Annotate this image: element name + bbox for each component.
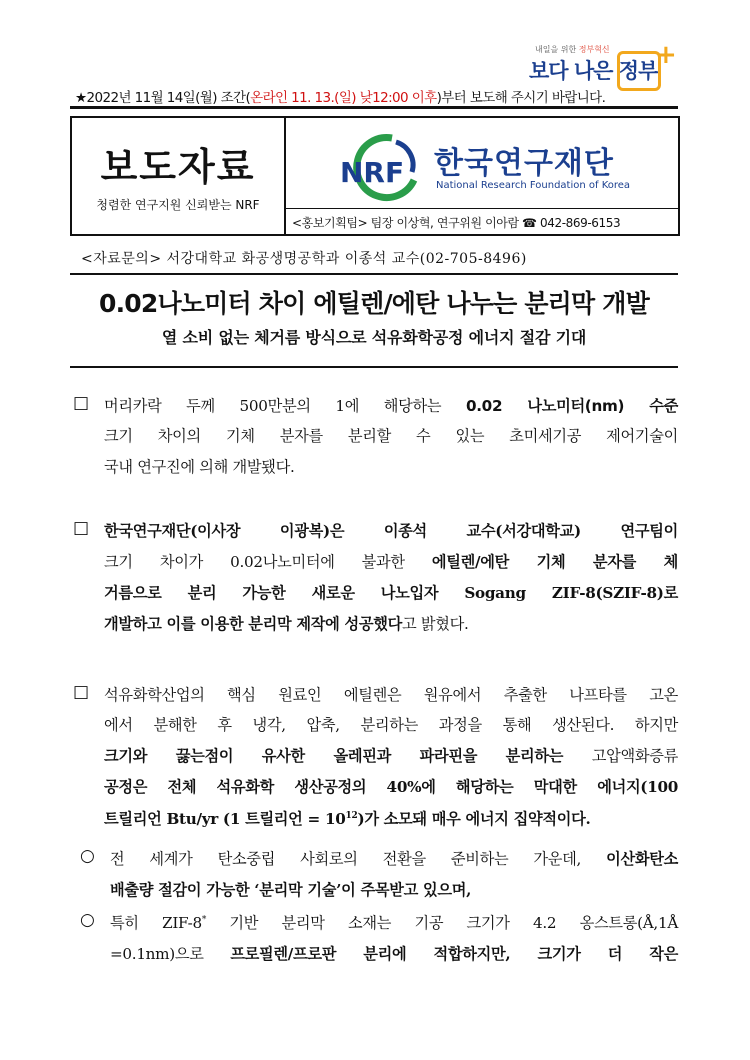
gov-logo-name: 보다 나은 정부 <box>529 59 658 83</box>
bullet-circle-2: ○ <box>80 910 95 930</box>
p3-line-4: 공정은 전체 석유화학 생산공정의 40%에 해당하는 막대한 에너지(100 <box>104 778 678 796</box>
p1-line-3: 국내 연구진에 의해 개발됐다. <box>104 458 295 476</box>
p3-line-1: 석유화학산업의 핵심 원료인 에틸렌은 원유에서 추출한 나프타를 고온 <box>104 686 678 704</box>
c2-line-1: 특히 ZIF-8* 기반 분리막 소재는 기공 크기가 4.2 옹스트롱(Å,1Å <box>110 914 678 932</box>
p3-line-5: 트릴리언 Btu/yr (1 트릴리언 = $10^{12}$)가 소모돼 매우 에너지 집약적이다. <box>104 810 591 828</box>
headline: 0.02나노미터 차이 에틸렌/에탄 나누는 분리막 개발 <box>99 289 649 318</box>
bullet-square-3: □ <box>73 682 90 702</box>
nrf-mark-text: NRF <box>340 156 405 189</box>
p2-line-1: 한국연구재단(이사장 이광복)은 이종석 교수(서강대학교) 연구팀이 <box>104 522 678 540</box>
subheadline: 열 소비 없는 체거름 방식으로 석유화학공정 에너지 절감 기대 <box>161 328 587 347</box>
nrf-ring-icon <box>332 132 428 202</box>
nrf-logo-english: National Research Foundation of Korea <box>436 180 631 191</box>
c1-line-1: 전 세계가 탄소중립 사회로의 전환을 준비하는 가운데, 이산화탄소 <box>110 850 678 868</box>
press-release-title: 보도자료 <box>100 145 256 189</box>
top-divider <box>70 106 678 109</box>
plus-icon: + <box>655 40 677 70</box>
headline-top-rule <box>70 273 678 275</box>
p1-line-2: 크기 차이의 기체 분자를 분리할 수 있는 초미세기공 제어기술이 <box>104 427 678 445</box>
c1-line-2: 배출량 절감이 가능한 ‘분리막 기술’이 주목받고 있으며, <box>110 881 472 899</box>
bullet-circle-1: ○ <box>80 846 95 866</box>
gov-logo-tagline: 내일을 위한 정부혁신 <box>535 45 610 54</box>
header-divider <box>284 118 286 234</box>
bullet-square-2: □ <box>73 518 90 538</box>
embargo-notice: ★2022년 11월 14일(월) 조간(온라인 11. 13.(일) 낮12:00 이후)부터 보도해 주시기 바랍니다. <box>75 90 606 106</box>
pr-contact: <홍보기획팀> 팀장 이상혁, 연구위원 이아람 ☎ 042-869-6153 <box>292 216 621 230</box>
nrf-logo <box>332 132 642 202</box>
inquiry-contact: <자료문의> 서강대학교 화공생명공학과 이종석 교수(02-705-8496) <box>81 251 527 267</box>
p2-line-3: 거름으로 분리 가능한 새로운 나노입자 Sogang ZIF-8(SZIF-8)로 <box>104 584 678 602</box>
p3-line-3: 크기와 끓는점이 유사한 올레핀과 파라핀을 분리하는 고압액화증류 <box>104 747 678 765</box>
p2-line-2: 크기 차이가 0.02나노미터에 불과한 에틸렌/에탄 기체 분자를 체 <box>104 553 678 571</box>
press-header-box <box>70 116 680 236</box>
headline-bottom-rule <box>70 366 678 368</box>
nrf-slogan: 청렴한 연구지원 신뢰받는 NRF <box>96 198 260 212</box>
p3-line-2: 에서 분해한 후 냉각, 압축, 분리하는 과정을 통해 생산된다. 하지만 <box>104 716 678 734</box>
p1-line-1: 머리카락 두께 500만분의 1에 해당하는 0.02 나노미터(nm) 수준 <box>104 397 678 415</box>
c2-line-2: =0.1nm)으로 프로필렌/프로판 분리에 적합하지만, 크기가 더 작은 <box>110 945 678 963</box>
nrf-logo-korean: 한국연구재단 <box>434 146 614 181</box>
bullet-square-1: □ <box>73 393 90 413</box>
p2-line-4: 개발하고 이를 이용한 분리막 제작에 성공했다고 밝혔다. <box>104 615 469 633</box>
contact-divider <box>286 208 678 209</box>
